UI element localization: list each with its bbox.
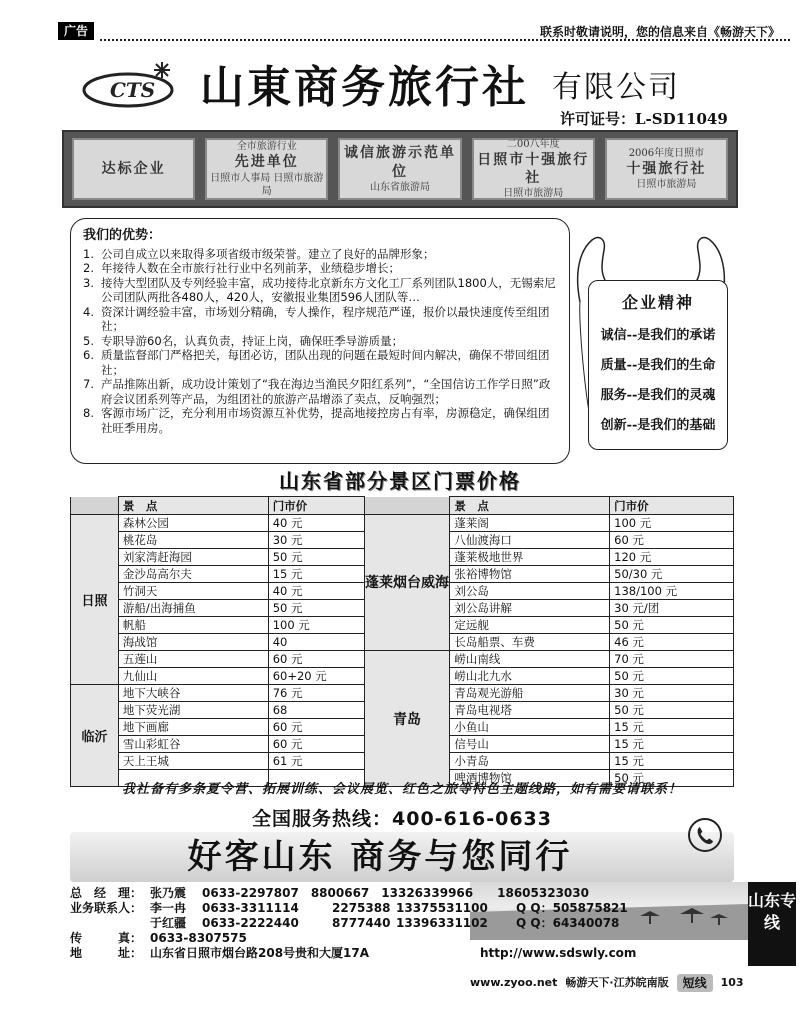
price-table-title: 山东省部分景区门票价格: [279, 469, 521, 493]
phone-icon: [688, 818, 722, 852]
table-row: 雪山彩虹谷 60 元 信号山 15 元: [71, 736, 734, 753]
table-row: 桃花岛 30 元 八仙渡海口 60 元: [71, 532, 734, 549]
advantages-title: 我们的优势：: [83, 228, 162, 243]
col-header-price: 门市价: [610, 497, 734, 515]
table-row: 五莲山 60 元 青岛 崂山南线 70 元: [71, 651, 734, 668]
slogan: 好客山东 商务与您同行: [187, 837, 573, 877]
award-plaque: 二00八年度 日照市十强旅行社 日照市旅游局: [472, 138, 595, 200]
spirit-title: 企业精神: [621, 293, 694, 312]
table-row: 金沙岛高尔夫 15 元 张裕博物馆 50/30 元: [71, 566, 734, 583]
spirit-line: 质量--是我们的生命: [600, 358, 716, 373]
contact-row-manager: 总 经 理： 张乃震 0633-2297807 8800667 13326339966 18605323030: [70, 886, 589, 900]
advantages-box: [70, 218, 570, 464]
footer-site-link[interactable]: www.zyoo.net: [470, 976, 558, 989]
page-number: 103: [720, 976, 744, 989]
contact-row-agent: 业务联系人： 李一冉 0633-3311114 2275388 13375531100 Q Q： 505875821: [70, 901, 628, 915]
table-row: 日照 森林公园 40 元 蓬莱烟台威海 蓬莱阁 100 元: [71, 515, 734, 532]
page-footer: [470, 974, 744, 992]
company-suffix: 有限公司: [552, 70, 680, 105]
footer-magazine: 畅游天下·江苏皖南版: [565, 976, 669, 989]
table-row: 刘家湾赶海园 50 元 蓬莱极地世界 120 元: [71, 549, 734, 566]
advantage-item: 8. 客源市场广泛，充分利用市场资源互补优势，提高地接控房占有率，房源稳定，确保组团社旺季用房。: [83, 406, 550, 435]
region-rizhao: 日照: [71, 515, 119, 685]
cts-logo-icon: [80, 60, 190, 112]
table-row: 游船/出海捕鱼 50 元 刘公岛讲解 30 元/团: [71, 600, 734, 617]
theme-routes-notice: 我社备有多条夏令营、拓展训练、会议展览、红色之旅等特色主题线路，如有需要请联系！: [121, 782, 682, 797]
advantage-item: 6. 质量监督部门严格把关，每团必访，团队出现的问题在最短时间内解决，确保不带回组团社；: [83, 348, 550, 377]
region-qingdao: 青岛: [364, 651, 450, 787]
table-row: 海战馆 40 长岛船票、车费 46 元: [71, 634, 734, 651]
col-header-spot: 景 点: [450, 497, 610, 515]
col-header-spot: 景 点: [118, 497, 268, 515]
award-plaque: 达标企业: [72, 138, 195, 200]
table-row: 帆船 100 元 定远舰 50 元: [71, 617, 734, 634]
source-notice: 联系时敬请说明，您的信息来自《畅游天下》: [539, 25, 780, 39]
company-name: 山東商务旅行社: [200, 62, 529, 113]
table-row: 啤酒博物馆 50 元: [71, 770, 734, 787]
license-number: 许可证号：L-SD11049: [560, 110, 728, 128]
contact-row-agent: 于红疆 0633-2222440 8777440 13396331102 Q Q： 64340078: [150, 916, 620, 930]
table-row: 地下荧光湖 68 青岛电视塔 50 元: [71, 702, 734, 719]
advantage-item: 2. 年接待人数在全市旅行社行业中名列前茅，业绩稳步增长；: [83, 261, 400, 275]
footer-section-tag: 短线: [677, 974, 713, 992]
award-plaque: 2006年度日照市 十强旅行社 日照市旅游局: [605, 138, 728, 200]
contact-row-address: 地 址： 山东省日照市烟台路208号贵和大厦17A http://www.sdswly.com: [70, 946, 637, 960]
advantage-item: 1. 公司自成立以来取得多项省级市级荣誉。建立了良好的品牌形象；: [83, 246, 435, 261]
service-hotline: 全国服务热线：400-616-0633: [252, 808, 552, 830]
award-plaque: 全市旅游行业 先进单位 日照市人事局 日照市旅游局: [205, 138, 328, 200]
spirit-line: 服务--是我们的灵魂: [600, 388, 716, 403]
spirit-line: 诚信--是我们的承诺: [600, 328, 716, 343]
advantage-item: 7. 产品推陈出新，成功设计策划了“我在海边当渔民夕阳红系列”，“全国信访工作学日照”政府会议团系列等产品，为组团社的旅游产品增添了卖点，反响强烈；: [83, 377, 551, 406]
advantage-item: 3. 接待大型团队及专列经验丰富，成功接待北京新东方文化工厂系列团队1800人，无锡索尼公司团队两批各480人，420人，安徽报业集团596人团队等…: [83, 275, 556, 304]
logo-text: CTS: [110, 78, 156, 102]
awards-strip: [62, 130, 738, 208]
ad-tag: 广告: [58, 22, 94, 40]
table-header-row: [71, 497, 734, 515]
region-linyi: 临沂: [71, 685, 119, 787]
contact-info: [70, 886, 730, 961]
spirit-line: 创新--是我们的基础: [600, 418, 716, 433]
advantage-item: 5. 专职导游60名，认真负责，持证上岗，确保旺季导游质量；: [83, 333, 404, 348]
table-row: 天上王城 61 元 小青岛 15 元: [71, 753, 734, 770]
col-header-price: 门市价: [268, 497, 364, 515]
table-row: 竹洞天 40 元 刘公岛 138/100 元: [71, 583, 734, 600]
region-penglai: 蓬莱烟台威海: [364, 515, 450, 651]
website-link[interactable]: http://www.sdswly.com: [480, 946, 637, 960]
ticket-price-table: [70, 496, 734, 787]
table-row: 九仙山 60+20 元 崂山北九水 50 元: [71, 668, 734, 685]
table-row: 临沂 地下大峡谷 76 元 青岛观光游船 30 元: [71, 685, 734, 702]
table-row: 地下画廊 60 元 小鱼山 15 元: [71, 719, 734, 736]
advantage-item: 4. 资深计调经验丰富，市场划分精确，专人操作，程序规范严谨，报价以最快速度传至组团社；: [83, 304, 550, 333]
contact-row-fax: 传 真： 0633-8307575: [70, 931, 247, 945]
shandong-route-tab: 山东专线: [748, 882, 796, 966]
award-plaque: 诚信旅游示范单位 山东省旅游局: [338, 138, 461, 200]
header-stripe: [100, 39, 790, 41]
